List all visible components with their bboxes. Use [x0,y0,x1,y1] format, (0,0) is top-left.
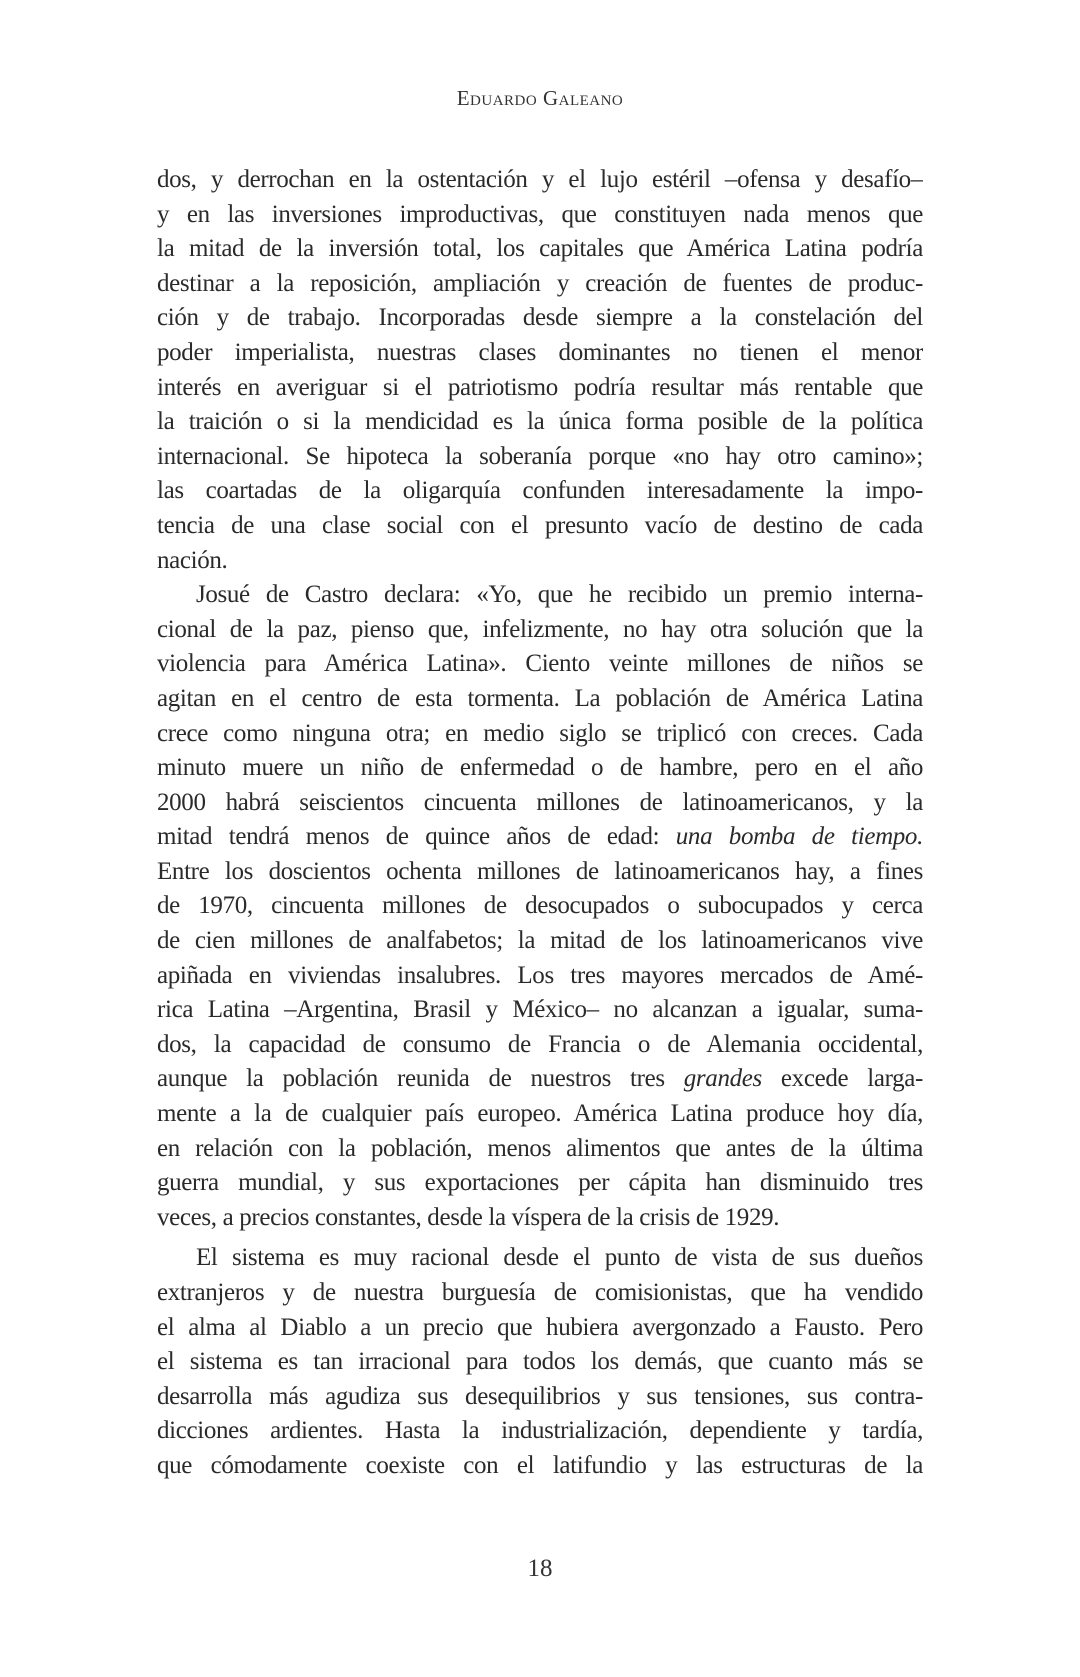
page-number: 18 [527,1555,553,1582]
text-line: el sistema es tan irracional para todos los demás, que cuanto más se [157,1348,923,1376]
text-line: dos, la capacidad de consumo de Francia o de Alemania occidental, [157,1030,923,1058]
text-line: interés en averiguar si el patriotismo podría resultar más rentable que [157,373,923,401]
text-line: ción y de trabajo. Incorporadas desde siempre a la constelación del [157,304,923,332]
text-line: de cien millones de analfabetos; la mitad de los latinoamericanos vive [157,927,923,955]
text-line: agitan en el centro de esta tormenta. La población de América Latina [157,684,923,712]
paragraph [157,1241,923,1483]
paragraph [157,578,923,1235]
text-line: nación. [157,546,228,574]
text-line: en relación con la población, menos alimentos que antes de la última [157,1134,923,1162]
text-line: crece como ninguna otra; en medio siglo se triplicó con creces. Cada [157,719,923,747]
text-line: dicciones ardientes. Hasta la industrialización, dependiente y tardía, [157,1417,923,1445]
text-line: internacional. Se hipoteca la soberanía porque «no hay otro camino»; [157,442,923,470]
text-segment: aunque la población reunida de nuestros tres [157,1065,684,1093]
text-line: tencia de una clase social con el presunto vacío de destino de cada [157,511,923,539]
text-line: rica Latina –Argentina, Brasil y México– no alcanzan a igualar, suma- [157,996,923,1024]
text-line: 2000 habrá seiscientos cincuenta millones de latinoamericanos, y la [157,788,923,816]
body-text [157,163,923,1484]
text-line: Josué de Castro declara: «Yo, que he recibido un premio interna- [196,581,923,609]
text-line: Entre los doscientos ochenta millones de latinoamericanos hay, a fines [157,857,923,885]
paragraph [157,163,923,578]
text-segment: excede larga- [761,1065,923,1093]
running-head-author: Eduardo Galeano [456,86,624,110]
text-line [157,1062,923,1097]
text-line: la mitad de la inversión total, los capitales que América Latina podría [157,235,923,263]
italic-word: grandes [683,1065,762,1093]
text-line: de 1970, cincuenta millones de desocupados o subocupados y cerca [157,892,923,920]
text-segment: mitad tendrá menos de quince años de edad: [157,823,676,851]
text-line: y en las inversiones improductivas, que constituyen nada menos que [157,200,923,228]
text-line: violencia para América Latina». Ciento veinte millones de niños se [157,650,923,678]
text-line: mente a la de cualquier país europeo. América Latina produce hoy día, [157,1100,923,1128]
text-line: la traición o si la mendicidad es la única forma posible de la política [157,408,923,436]
text-line [157,820,923,855]
italic-phrase: una bomba de tiempo. [675,823,923,851]
text-line: extranjeros y de nuestra burguesía de comisionistas, que ha vendido [157,1279,923,1306]
text-line: destinar a la reposición, ampliación y creación de fuentes de produc- [157,269,923,297]
text-line: guerra mundial, y sus exportaciones per cápita han disminuido tres [157,1169,923,1197]
text-line: las coartadas de la oligarquía confunden interesadamente la impo- [157,477,923,505]
text-line: veces, a precios constantes, desde la víspera de la crisis de 1929. [157,1203,780,1231]
text-line: desarrolla más agudiza sus desequilibrios y sus tensiones, sus contra- [157,1382,923,1410]
text-line: poder imperialista, nuestras clases dominantes no tienen el menor [157,338,923,366]
text-line: apiñada en viviendas insalubres. Los tres mayores mercados de Amé- [157,961,923,989]
text-line: dos, y derrochan en la ostentación y el lujo estéril –ofensa y desafío– [157,166,923,193]
text-line: El sistema es muy racional desde el punto de vista de sus dueños [196,1244,923,1272]
text-line: cional de la paz, pienso que, infelizmente, no hay otra solución que la [157,615,923,643]
text-line: que cómodamente coexiste con el latifundio y las estructuras de la [157,1451,923,1479]
text-line: el alma al Diablo a un precio que hubiera avergonzado a Fausto. Pero [157,1313,923,1341]
text-line: minuto muere un niño de enfermedad o de hambre, pero en el año [157,754,923,782]
